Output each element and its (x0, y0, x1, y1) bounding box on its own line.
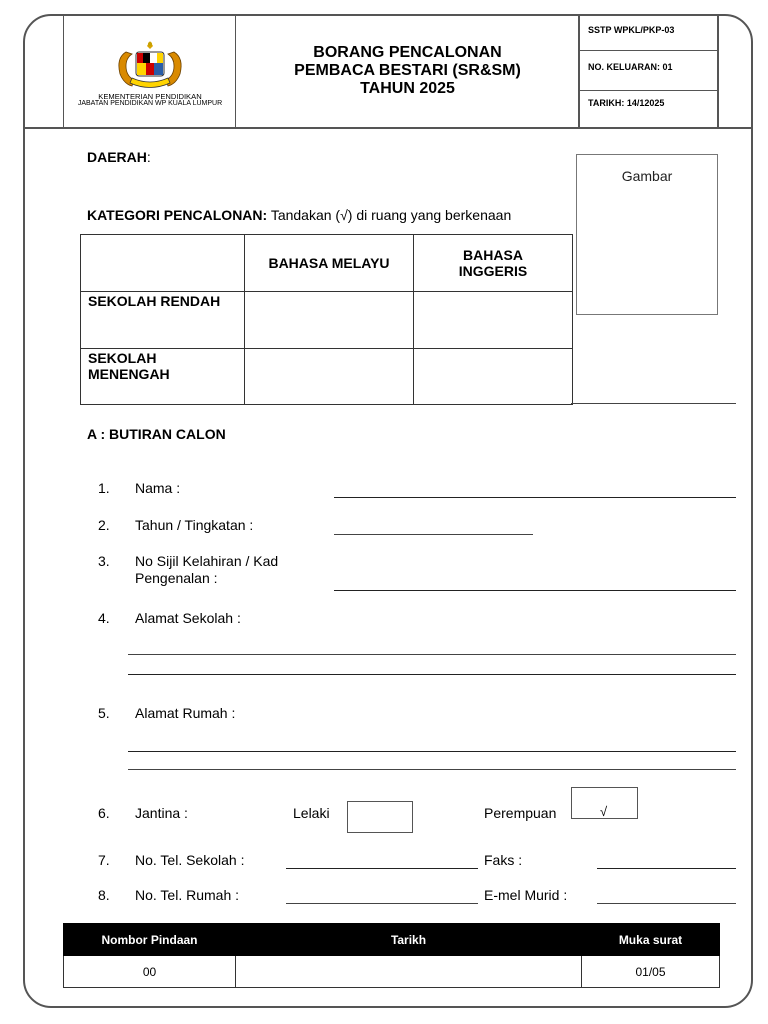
id-label-line-1: No Sijil Kelahiran / Kad (135, 553, 279, 569)
photo-box[interactable] (576, 154, 718, 315)
agency-logo-block (64, 14, 236, 128)
fax-label: Faks : (484, 852, 523, 868)
header-divider-4 (717, 14, 719, 128)
home-phone-input-line[interactable] (286, 903, 478, 904)
item-7-number: 7. (98, 852, 110, 868)
item-4-number: 4. (98, 610, 110, 626)
item-2-number: 2. (98, 517, 110, 533)
amendment-number-value: 00 (64, 956, 236, 988)
header-divider-3 (578, 14, 580, 128)
id-label-line-2: Pengenalan : (135, 570, 218, 586)
amendment-number-header: Nombor Pindaan (64, 924, 236, 956)
table-extension-line (571, 403, 736, 404)
gender-label: Jantina : (135, 805, 188, 821)
home-address-line-2[interactable] (128, 769, 736, 770)
school-phone-label: No. Tel. Sekolah : (135, 852, 245, 868)
agency-name: KEMENTERIAN PENDIDIKAN (98, 92, 202, 101)
row-sekolah-rendah: SEKOLAH RENDAH (81, 292, 245, 349)
category-table (80, 234, 573, 405)
rendah-inggeris-checkbox[interactable] (414, 292, 573, 349)
home-phone-label: No. Tel. Rumah : (135, 887, 240, 903)
meta-row-line-1 (579, 50, 718, 51)
gender-male-checkbox[interactable] (347, 801, 413, 833)
year-form-input-line[interactable] (334, 534, 533, 535)
form-date: TARIKH: 14/12025 (588, 98, 665, 108)
page-number-header: Muka surat (582, 924, 720, 956)
title-line-1: BORANG PENCALONAN (313, 44, 502, 61)
fax-input-line[interactable] (597, 868, 736, 869)
school-address-line-2[interactable] (128, 674, 736, 675)
school-phone-input-line[interactable] (286, 868, 478, 869)
menengah-inggeris-checkbox[interactable] (414, 349, 573, 405)
item-8-number: 8. (98, 887, 110, 903)
home-address-line-1[interactable] (128, 751, 736, 752)
gender-male-label: Lelaki (293, 805, 330, 821)
home-address-label: Alamat Rumah : (135, 705, 236, 721)
amendment-date-value (236, 956, 582, 988)
email-input-line[interactable] (597, 903, 736, 904)
rendah-melayu-checkbox[interactable] (245, 292, 414, 349)
title-line-2: PEMBACA BESTARI (SR&SM) (294, 62, 521, 79)
amendment-date-header: Tarikh (236, 924, 582, 956)
daerah-label: DAERAH: (87, 149, 151, 165)
amendment-table (63, 923, 720, 988)
year-form-label: Tahun / Tingkatan : (135, 517, 254, 533)
item-1-number: 1. (98, 480, 110, 496)
col-bahasa-melayu: BAHASA MELAYU (245, 235, 414, 292)
page-number-value: 01/05 (582, 956, 720, 988)
col-bahasa-inggeris: BAHASA INGGERIS (414, 235, 573, 292)
section-a-title: A : BUTIRAN CALON (87, 426, 226, 442)
name-input-line[interactable] (334, 497, 736, 498)
item-5-number: 5. (98, 705, 110, 721)
school-address-label: Alamat Sekolah : (135, 610, 241, 626)
category-instruction: KATEGORI PENCALONAN: Tandakan (√) di ruang yang berkenaan (87, 207, 512, 223)
id-input-line[interactable] (334, 590, 736, 591)
category-corner-cell (81, 235, 245, 292)
photo-label: Gambar (621, 168, 673, 184)
item-3-number: 3. (98, 553, 110, 569)
form-title (237, 44, 578, 98)
email-label: E-mel Murid : (484, 887, 568, 903)
menengah-melayu-checkbox[interactable] (245, 349, 414, 405)
name-label: Nama : (135, 480, 181, 496)
gender-female-label: Perempuan (484, 805, 557, 821)
title-line-3: TAHUN 2025 (360, 80, 455, 97)
row-sekolah-menengah: SEKOLAH MENENGAH (81, 349, 245, 405)
meta-row-line-2 (579, 90, 718, 91)
ref-code: SSTP WPKL/PKP-03 (588, 25, 675, 35)
issue-number: NO. KELUARAN: 01 (588, 62, 673, 72)
school-address-line-1[interactable] (128, 654, 736, 655)
female-checkmark: √ (600, 804, 608, 819)
agency-department: JABATAN PENDIDIKAN WP KUALA LUMPUR (77, 100, 223, 107)
gender-female-checkbox[interactable] (571, 787, 638, 819)
item-6-number: 6. (98, 805, 110, 821)
coat-of-arms-icon (112, 38, 188, 92)
